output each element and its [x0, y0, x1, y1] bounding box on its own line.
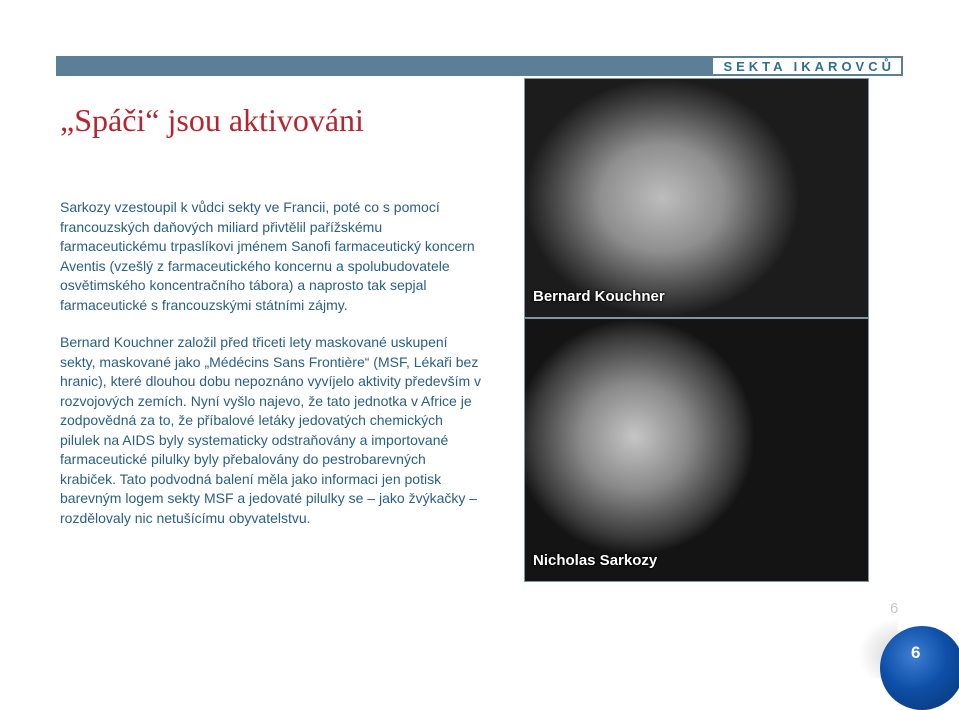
section-label: SEKTA IKAROVCŮ: [711, 56, 903, 76]
page-number: 6: [911, 643, 921, 662]
article-paragraph-1: [60, 198, 485, 315]
page-number-small: 6: [890, 600, 899, 617]
article-paragraph-2: [60, 333, 485, 528]
photo-caption: Bernard Kouchner: [533, 288, 665, 305]
paragraph-text: Sarkozy vzestoupil k vůdci sekty ve Francii, poté co s pomocí francouzských daňových miliard přivtělil pařížskému farmaceutickému trpaslíkovi jménem Sanofi farmaceutický koncern Aventis (vzešlý z farmaceutického koncernu a spolubudovatele osvětimského koncentračního tábora) a naprosto tak sepjal farmaceutické s francouzskými státními zájmy.: [60, 199, 475, 313]
photo-caption: Nicholas Sarkozy: [533, 552, 658, 569]
header-bar: [56, 56, 903, 76]
photo-nicholas-sarkozy: [524, 318, 869, 582]
article-title: „Spáči“ jsou aktivováni: [60, 102, 364, 138]
page-number-badge: [880, 626, 959, 710]
paragraph-text: Bernard Kouchner založil před třiceti lety maskované uskupení sekty, maskované jako „Médécins Sans Frontière“ (MSF, Lékaři bez hranic), které dlouhou dobu nepoznáno vyvíjelo aktivity především v rozvojových zemích. Nyní vyšlo najevo, že tato jednotka v Africe je zodpovědná za to, že příbalové letáky jedovatých chemických pilulek na AIDS byly systematicky odstraňovány a importované farmaceutické pilulky byly přebalovány do pestrobarevných krabiček. Tato podvodná balení měla jako informaci jen potisk barevným logem sekty MSF a jedovaté pilulky se – jako žvýkačky – rozdělovaly nic netušícímu obyvatelstvu.: [60, 334, 482, 526]
photo-bernard-kouchner: [524, 78, 869, 318]
